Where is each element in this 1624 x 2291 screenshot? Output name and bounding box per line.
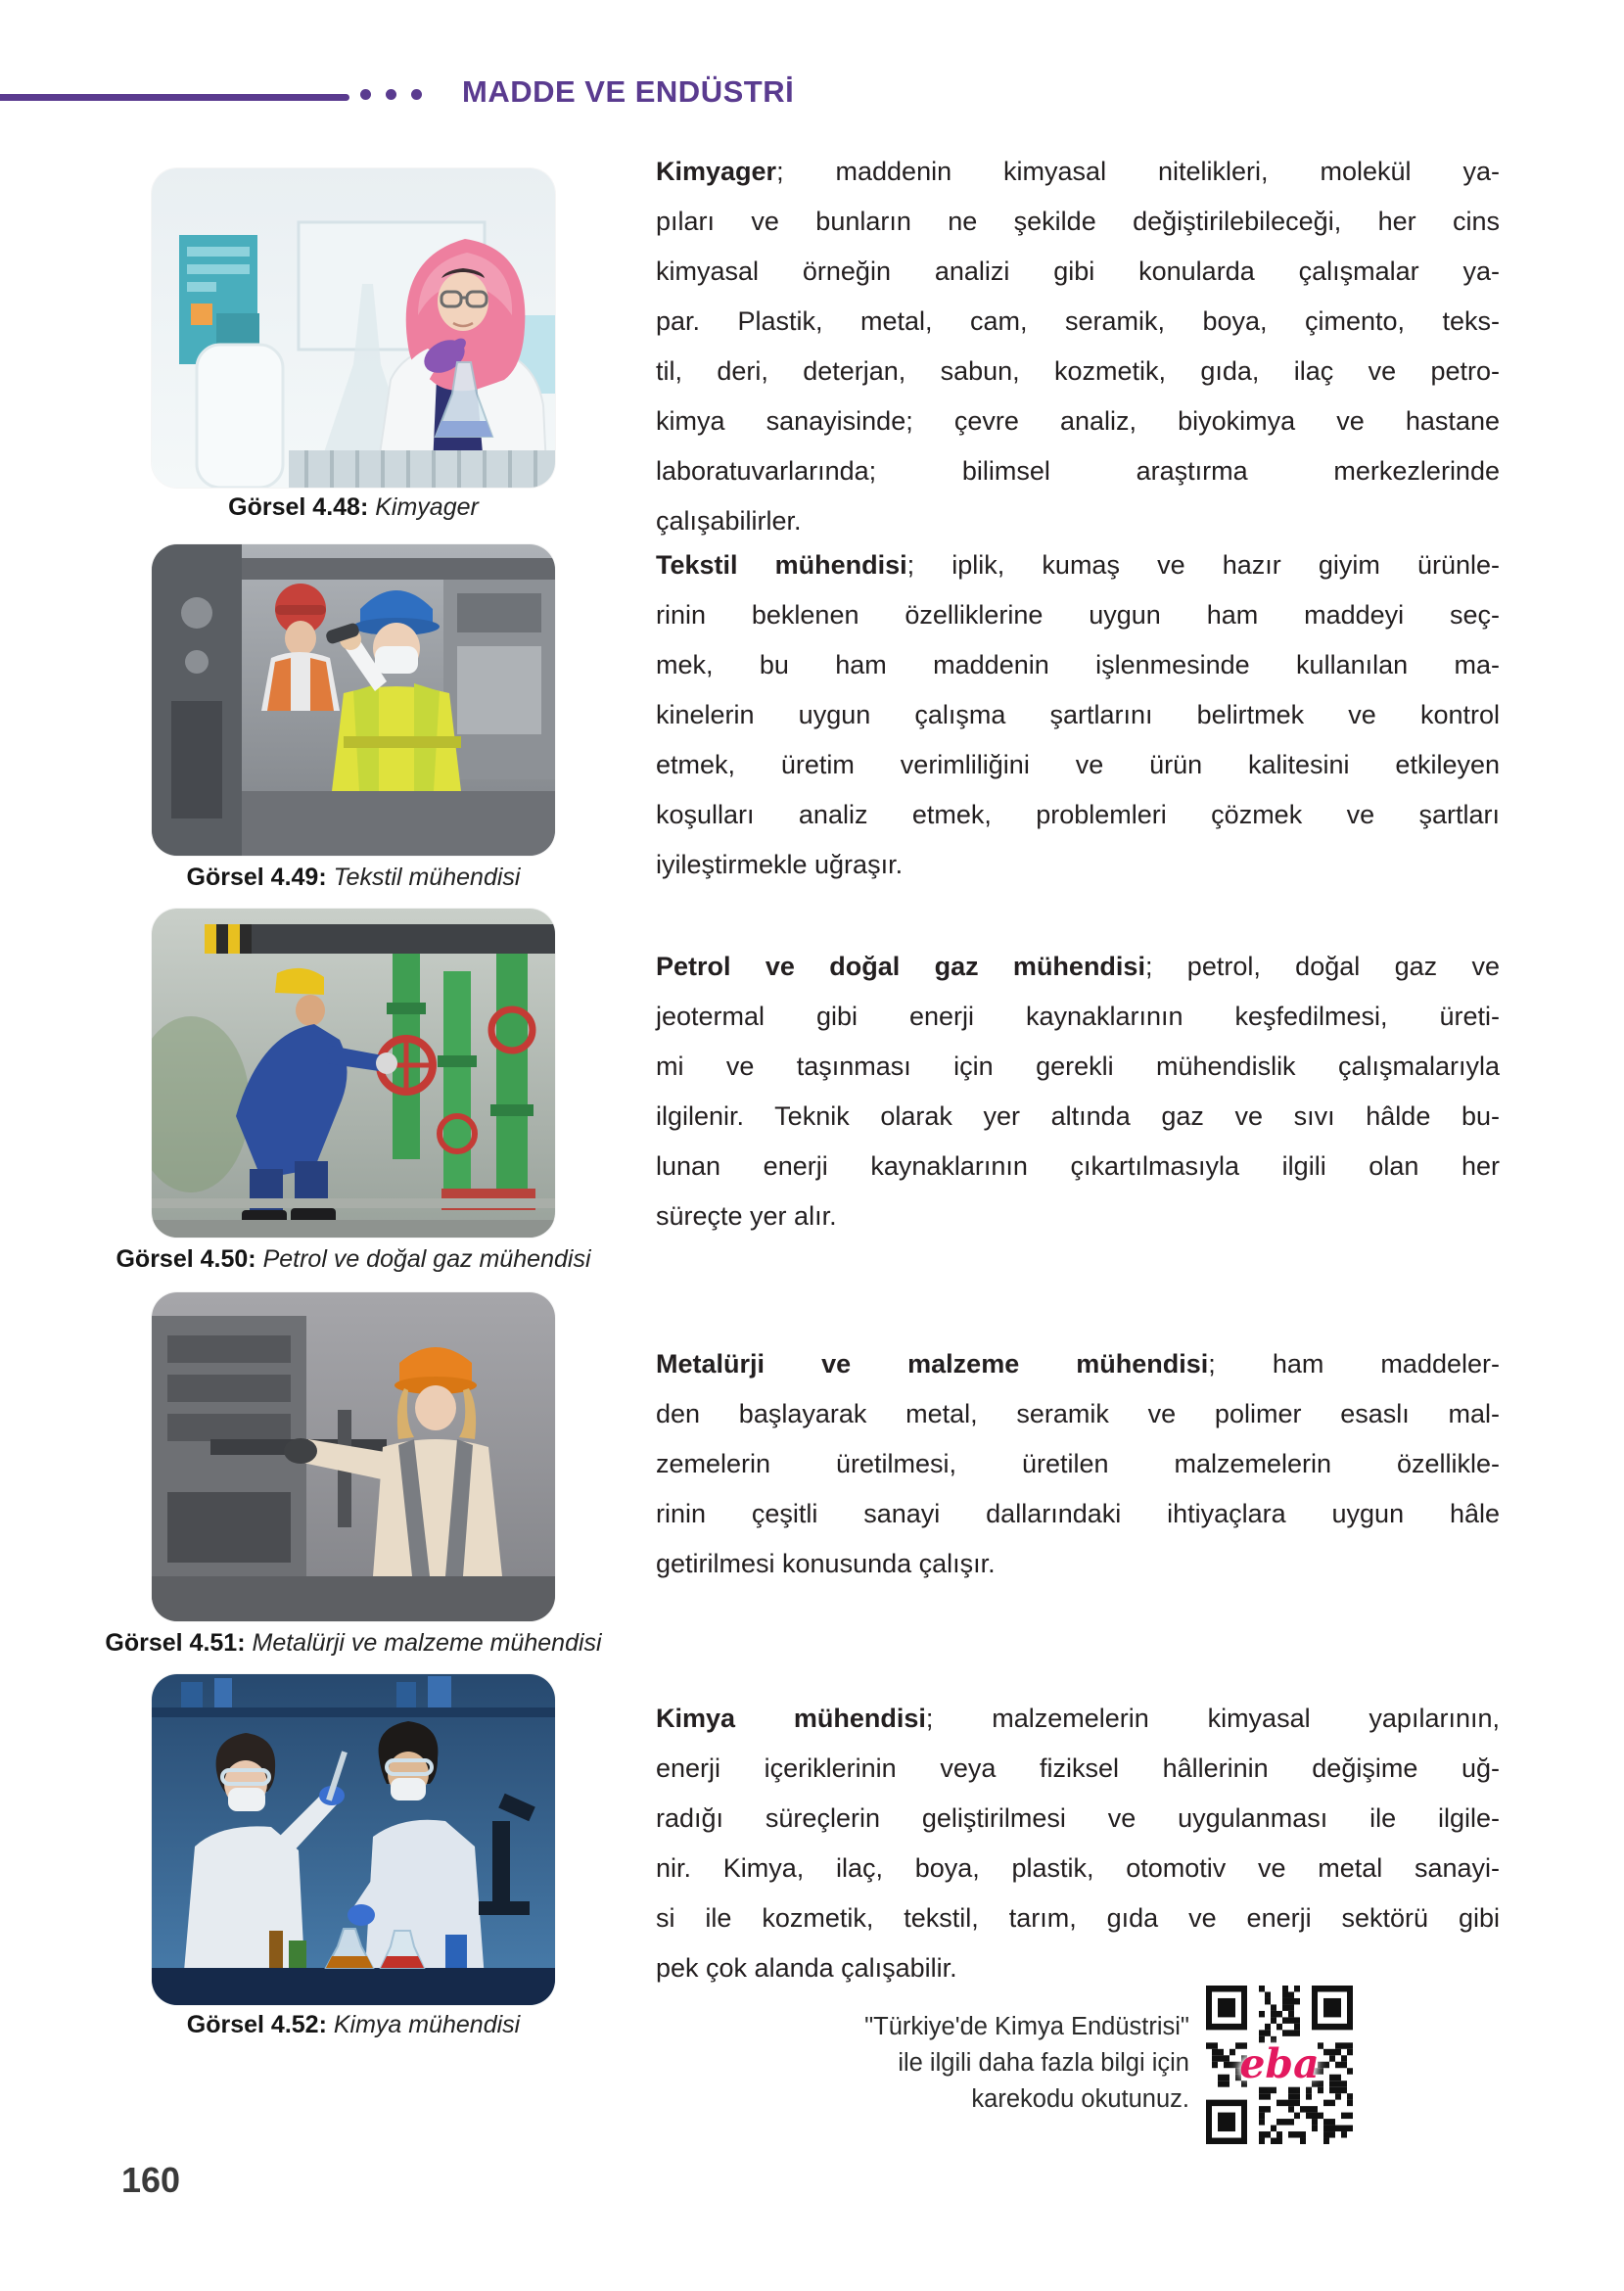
header-rule [0, 94, 349, 101]
caption-label: Görsel 4.52: [186, 2011, 327, 2038]
caption-gorsel-4-48 [83, 493, 624, 522]
petrol-dogal-gaz-muhendisi-photo-illustration [152, 909, 555, 1238]
metalurji-malzeme-muhendisi-photo-illustration [152, 1292, 555, 1621]
page-number: 160 [121, 2160, 181, 2200]
caption-label: Görsel 4.48: [228, 493, 369, 521]
caption-text: Petrol ve doğal gaz mühendisi [262, 1245, 591, 1273]
petrol-dogal-gaz-muhendisi-photo [152, 909, 555, 1238]
qr-instruction-text [685, 2009, 1189, 2118]
three-dots-icon [360, 89, 422, 100]
metalurji-malzeme-muhendisi-photo [152, 1292, 555, 1621]
kimyager-photo-illustration [152, 168, 555, 488]
paragraph-kimyager: Kimyager; maddenin kimyasal nitelikleri, molekül ya- pıları ve bunların ne şekilde değiştirilebileceği, her cins kimyasal örneğin analizi gibi konularda çalışmalar ya- par. Plastik, metal, cam, seramik, boya, çimento, teks- til, deri, deterjan, sabun, kozmetik, gıda, ilaç ve petro- kimya sanayisinde; çevre analiz, biyokimya ve hastane laboratuvarlarında; bilimsel araştırma merkezlerinde çalışabilirler. [656, 157, 1500, 536]
caption-gorsel-4-52 [83, 2011, 624, 2039]
caption-text: Kimya mühendisi [333, 2011, 521, 2038]
paragraph-kimya-muhendisi: Kimya mühendisi; malzemelerin kimyasal yapılarının, enerji içeriklerinin veya fiziksel hâllerinin değişime uğ- radığı süreçlerin geliştirilmesi ve uygulanması ile ilgile- nir. Kimya, ilaç, boya, plastik, otomotiv ve metal sanayi- si ile kozmetik, tekstil, tarım, gıda ve enerji sektörü gibi pek çok alanda çalışabilir. [656, 1704, 1500, 1983]
caption-text: Metalürji ve malzeme mühendisi [252, 1629, 602, 1657]
paragraph-petrol-dogal-gaz-muhendisi: Petrol ve doğal gaz mühendisi; petrol, doğal gaz ve jeotermal gibi enerji kaynaklarının keşfedilmesi, üreti- mi ve taşınması için gerekli mühendislik çalışmalarıyla ilgilenir. Teknik olarak yer altında gaz ve sıvı hâlde bu- lunan enerji kaynaklarının çıkartılmasıyla ilgili olan her süreçte yer alır. [656, 952, 1500, 1231]
eba-logo: eba [1239, 2040, 1320, 2088]
qr-code-icon [1206, 1986, 1353, 2144]
caption-label: Görsel 4.49: [186, 864, 327, 891]
caption-label: Görsel 4.51: [105, 1629, 246, 1657]
paragraph-metalurji-malzeme-muhendisi: Metalürji ve malzeme mühendisi; ham maddeler- den başlayarak metal, seramik ve polimer esaslı mal- zemelerin üretilmesi, üretilen malzemelerin özellikle- rinin çeşitli sanayi dallarındaki ihtiyaçlara uygun hâle getirilmesi konusunda çalışır. [656, 1349, 1500, 1578]
qr-instruction-line: "Türkiye'de Kimya Endüstrisi" [864, 2013, 1189, 2040]
caption-label: Görsel 4.50: [116, 1245, 256, 1273]
qr-instruction-line: karekodu okutunuz. [971, 2085, 1189, 2113]
tekstil-muhendisi-photo-illustration [152, 544, 555, 856]
kimyager-photo [152, 168, 555, 488]
caption-gorsel-4-49 [83, 864, 624, 892]
kimya-muhendisi-photo [152, 1674, 555, 2005]
caption-text: Kimyager [375, 493, 479, 521]
qr-instruction-line: ile ilgili daha fazla bilgi için [898, 2049, 1189, 2077]
caption-gorsel-4-50 [83, 1245, 624, 1274]
kimya-muhendisi-photo-illustration [152, 1674, 555, 2005]
caption-gorsel-4-51 [83, 1629, 624, 1658]
page-title: MADDE VE ENDÜSTRİ [462, 74, 795, 109]
tekstil-muhendisi-photo [152, 544, 555, 856]
paragraph-tekstil-muhendisi: Tekstil mühendisi; iplik, kumaş ve hazır giyim ürünle- rinin beklenen özelliklerine uygun ham maddeyi seç- mek, bu ham maddenin işlenmesinde kullanılan ma- kinelerin uygun çalışma şartlarını belirtmek ve kontrol etmek, üretim verimliliğini ve ürün kalitesini etkileyen koşulları analiz etmek, problemleri çözmek ve şartları iyileştirmekle uğraşır. [656, 550, 1501, 879]
caption-text: Tekstil mühendisi [333, 864, 521, 891]
